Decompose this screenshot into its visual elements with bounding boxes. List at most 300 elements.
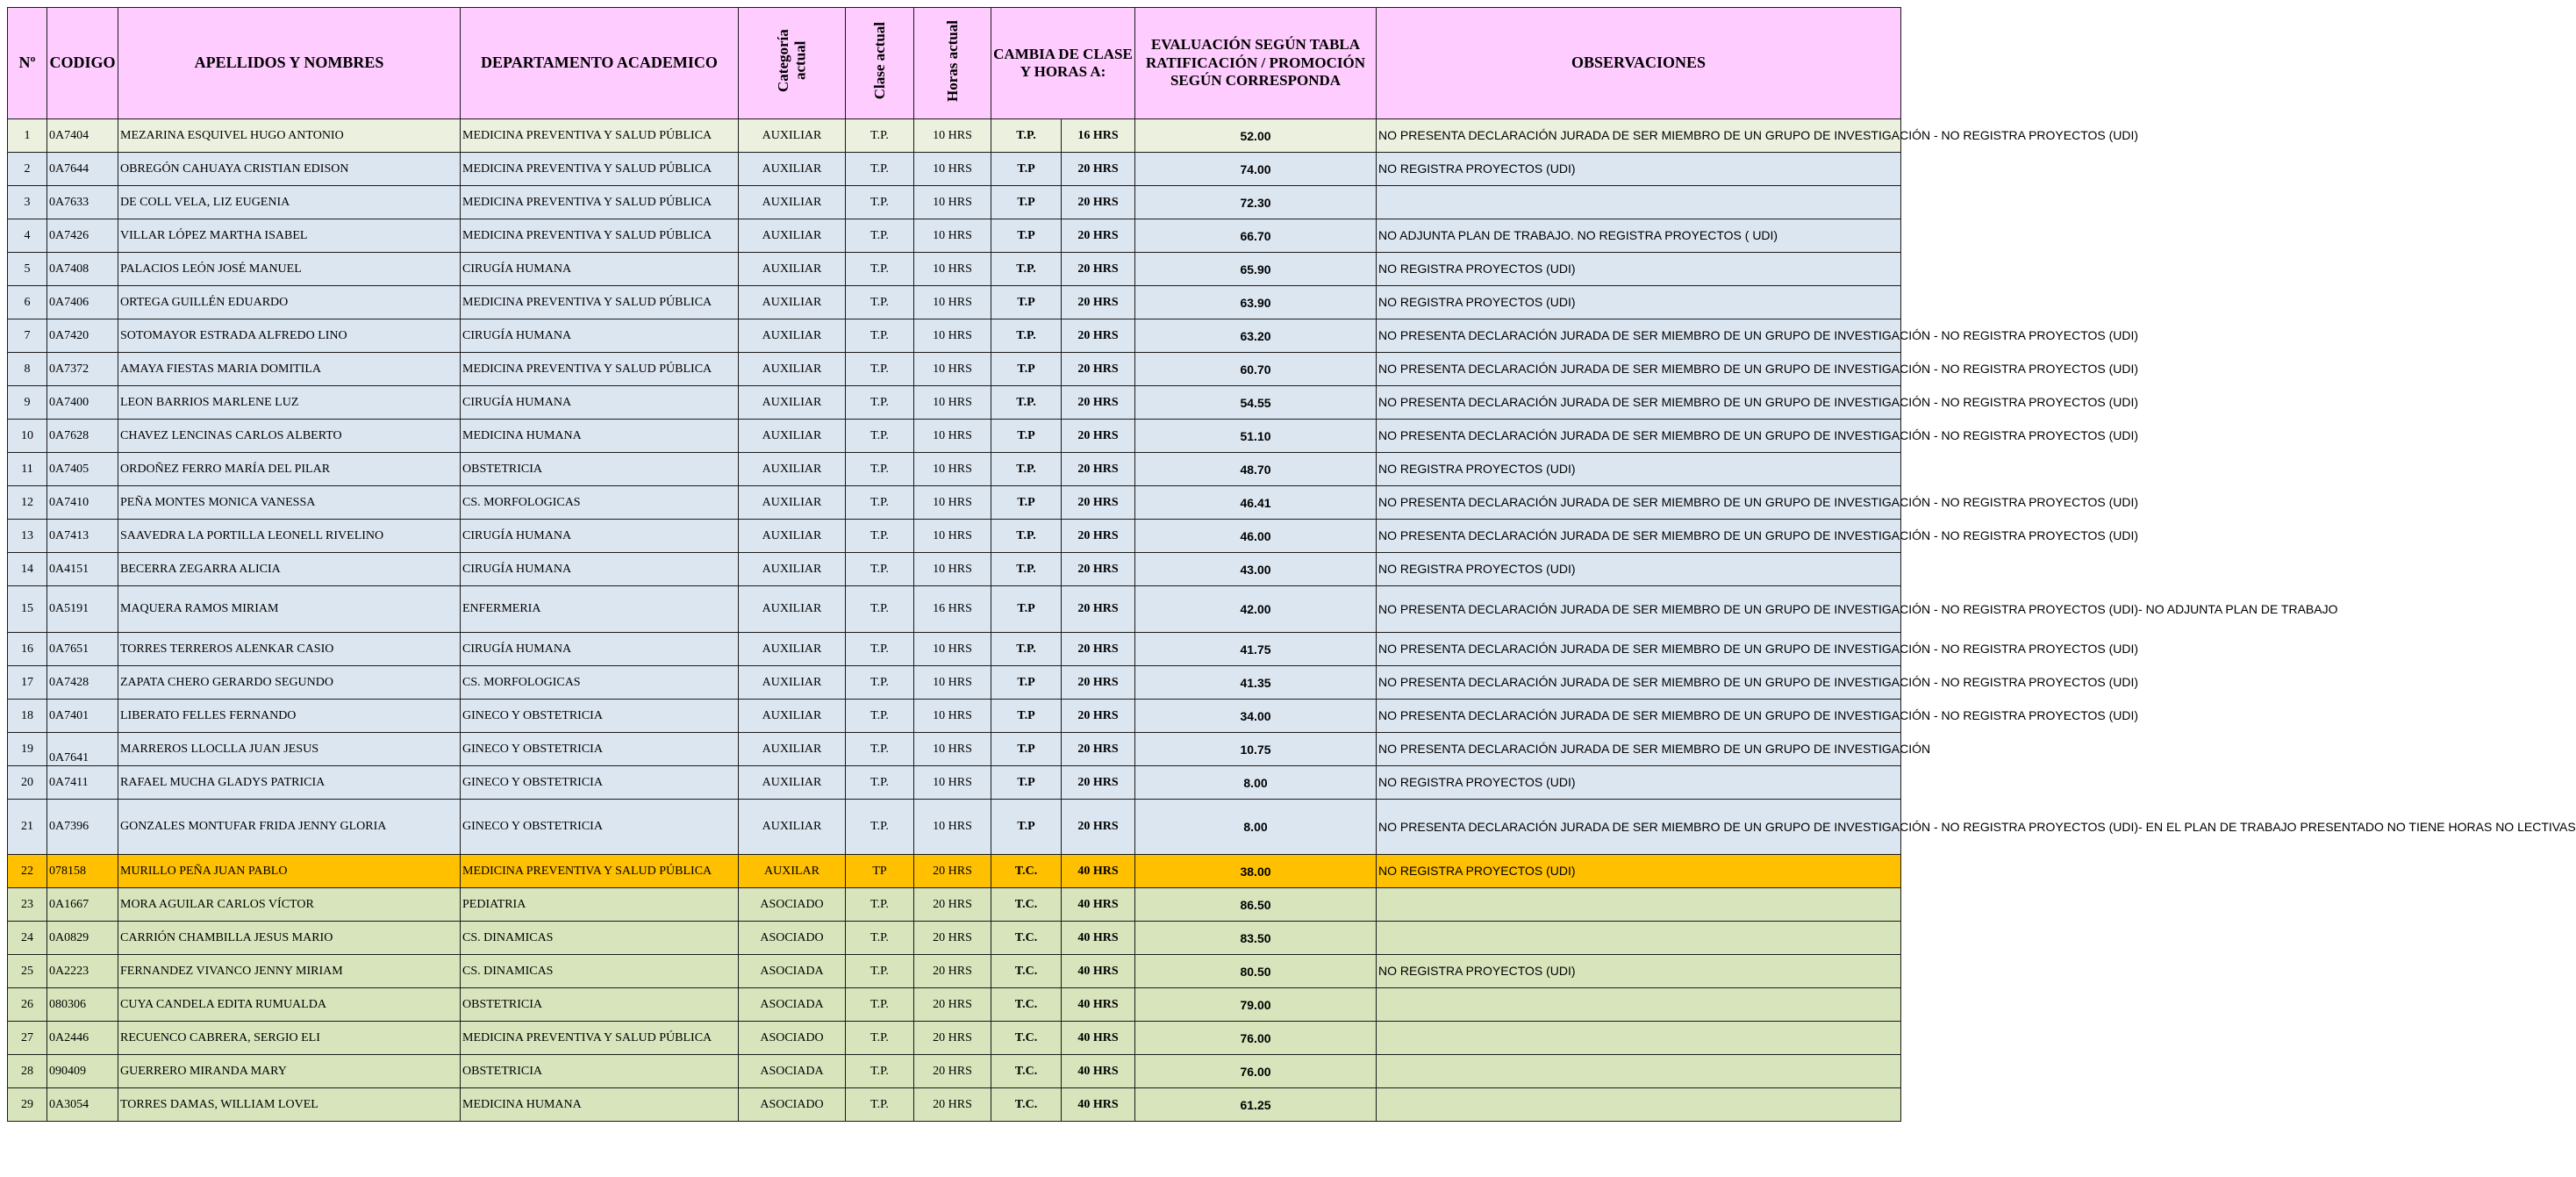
cell-nombres: GUERRERO MIRANDA MARY bbox=[118, 1055, 461, 1088]
cell-categoria: AUXILIAR bbox=[739, 119, 846, 153]
table-row bbox=[8, 733, 1901, 766]
cell-nueva-clase: T.P bbox=[991, 286, 1062, 319]
cell-departamento: CIRUGÍA HUMANA bbox=[461, 553, 739, 586]
cell-nuevas-horas: 20 HRS bbox=[1062, 353, 1135, 386]
table-row bbox=[8, 800, 1901, 855]
cell-nuevas-horas: 20 HRS bbox=[1062, 766, 1135, 800]
cell-horas: 10 HRS bbox=[914, 700, 991, 733]
cell-nombres: OBREGÓN CAHUAYA CRISTIAN EDISON bbox=[118, 153, 461, 186]
cell-departamento: CS. DINAMICAS bbox=[461, 922, 739, 955]
cell-nombres: MEZARINA ESQUIVEL HUGO ANTONIO bbox=[118, 119, 461, 153]
header-horas-label: Horas actual bbox=[943, 19, 961, 102]
cell-nombres: TORRES DAMAS, WILLIAM LOVEL bbox=[118, 1088, 461, 1122]
cell-observaciones: NO PRESENTA DECLARACIÓN JURADA DE SER MIEMBRO DE UN GRUPO DE INVESTIGACIÓN - NO REGISTRA PROYECTOS (UDI) bbox=[1377, 520, 1901, 553]
cell-departamento: OBSTETRICIA bbox=[461, 453, 739, 486]
cell-departamento: PEDIATRIA bbox=[461, 888, 739, 922]
cell-evaluacion: 86.50 bbox=[1135, 888, 1377, 922]
cell-observaciones: NO ADJUNTA PLAN DE TRABAJO. NO REGISTRA PROYECTOS ( UDI) bbox=[1377, 219, 1901, 253]
cell-nuevas-horas: 20 HRS bbox=[1062, 319, 1135, 353]
cell-nuevas-horas: 40 HRS bbox=[1062, 855, 1135, 888]
table-row bbox=[8, 119, 1901, 153]
cell-codigo: 0A7420 bbox=[47, 319, 118, 353]
cell-nombres: MORA AGUILAR CARLOS VÍCTOR bbox=[118, 888, 461, 922]
cell-n: 9 bbox=[8, 386, 47, 420]
cell-nombres: MURILLO PEÑA JUAN PABLO bbox=[118, 855, 461, 888]
cell-categoria: AUXILIAR bbox=[739, 386, 846, 420]
cell-evaluacion: 41.75 bbox=[1135, 633, 1377, 666]
table-row bbox=[8, 666, 1901, 700]
cell-n: 16 bbox=[8, 633, 47, 666]
table-row bbox=[8, 420, 1901, 453]
table-row bbox=[8, 520, 1901, 553]
cell-clase: T.P. bbox=[846, 453, 914, 486]
header-clase bbox=[846, 8, 914, 119]
cell-evaluacion: 41.35 bbox=[1135, 666, 1377, 700]
cell-evaluacion: 83.50 bbox=[1135, 922, 1377, 955]
cell-nuevas-horas: 20 HRS bbox=[1062, 666, 1135, 700]
cell-clase: T.P. bbox=[846, 253, 914, 286]
table-row bbox=[8, 353, 1901, 386]
cell-observaciones: NO PRESENTA DECLARACIÓN JURADA DE SER MIEMBRO DE UN GRUPO DE INVESTIGACIÓN - NO REGISTRA PROYECTOS (UDI)- NO ADJUNTA PLAN DE TRABAJO bbox=[1377, 586, 1901, 633]
table-row bbox=[8, 988, 1901, 1022]
cell-clase: T.P. bbox=[846, 286, 914, 319]
cell-clase: T.P. bbox=[846, 988, 914, 1022]
cell-categoria: AUXILIAR bbox=[739, 219, 846, 253]
cell-departamento: MEDICINA PREVENTIVA Y SALUD PÚBLICA bbox=[461, 353, 739, 386]
cell-observaciones: NO PRESENTA DECLARACIÓN JURADA DE SER MIEMBRO DE UN GRUPO DE INVESTIGACIÓN - NO REGISTRA PROYECTOS (UDI) bbox=[1377, 319, 1901, 353]
cell-n: 21 bbox=[8, 800, 47, 855]
cell-observaciones bbox=[1377, 1055, 1901, 1088]
cell-categoria: AUXILIAR bbox=[739, 153, 846, 186]
cell-categoria: AUXILIAR bbox=[739, 186, 846, 219]
cell-categoria: AUXILIAR bbox=[739, 800, 846, 855]
cell-nuevas-horas: 20 HRS bbox=[1062, 486, 1135, 520]
cell-nueva-clase: T.P bbox=[991, 186, 1062, 219]
cell-evaluacion: 46.41 bbox=[1135, 486, 1377, 520]
cell-nuevas-horas: 20 HRS bbox=[1062, 219, 1135, 253]
cell-evaluacion: 8.00 bbox=[1135, 766, 1377, 800]
cell-codigo: 0A7411 bbox=[47, 766, 118, 800]
cell-departamento: CIRUGÍA HUMANA bbox=[461, 253, 739, 286]
cell-evaluacion: 74.00 bbox=[1135, 153, 1377, 186]
cell-clase: T.P. bbox=[846, 386, 914, 420]
cell-evaluacion: 38.00 bbox=[1135, 855, 1377, 888]
cell-evaluacion: 10.75 bbox=[1135, 733, 1377, 766]
table-row bbox=[8, 766, 1901, 800]
cell-evaluacion: 72.30 bbox=[1135, 186, 1377, 219]
cell-n: 24 bbox=[8, 922, 47, 955]
cell-nuevas-horas: 20 HRS bbox=[1062, 186, 1135, 219]
cell-observaciones: NO PRESENTA DECLARACIÓN JURADA DE SER MIEMBRO DE UN GRUPO DE INVESTIGACIÓN - NO REGISTRA PROYECTOS (UDI) bbox=[1377, 119, 1901, 153]
cell-codigo: 0A7400 bbox=[47, 386, 118, 420]
evaluation-table bbox=[7, 7, 2576, 1122]
cell-clase: T.P. bbox=[846, 553, 914, 586]
cell-n: 3 bbox=[8, 186, 47, 219]
cell-observaciones: NO PRESENTA DECLARACIÓN JURADA DE SER MIEMBRO DE UN GRUPO DE INVESTIGACIÓN - NO REGISTRA PROYECTOS (UDI) bbox=[1377, 353, 1901, 386]
cell-nombres: VILLAR LÓPEZ MARTHA ISABEL bbox=[118, 219, 461, 253]
cell-clase: T.P. bbox=[846, 586, 914, 633]
cell-nombres: CARRIÓN CHAMBILLA JESUS MARIO bbox=[118, 922, 461, 955]
cell-codigo: 0A7644 bbox=[47, 153, 118, 186]
cell-clase: T.P. bbox=[846, 766, 914, 800]
cell-nuevas-horas: 20 HRS bbox=[1062, 586, 1135, 633]
table-row bbox=[8, 1055, 1901, 1088]
cell-nueva-clase: T.P bbox=[991, 766, 1062, 800]
cell-nuevas-horas: 40 HRS bbox=[1062, 888, 1135, 922]
table-row bbox=[8, 186, 1901, 219]
cell-categoria: ASOCIADA bbox=[739, 955, 846, 988]
cell-n: 28 bbox=[8, 1055, 47, 1088]
cell-departamento: MEDICINA PREVENTIVA Y SALUD PÚBLICA bbox=[461, 286, 739, 319]
cell-departamento: CS. MORFOLOGICAS bbox=[461, 486, 739, 520]
cell-nueva-clase: T.C. bbox=[991, 1022, 1062, 1055]
cell-n: 11 bbox=[8, 453, 47, 486]
header-row bbox=[8, 8, 1901, 119]
cell-nuevas-horas: 20 HRS bbox=[1062, 453, 1135, 486]
cell-nueva-clase: T.P bbox=[991, 586, 1062, 633]
cell-observaciones: NO REGISTRA PROYECTOS (UDI) bbox=[1377, 453, 1901, 486]
cell-n: 15 bbox=[8, 586, 47, 633]
cell-nuevas-horas: 20 HRS bbox=[1062, 286, 1135, 319]
cell-nueva-clase: T.P. bbox=[991, 319, 1062, 353]
cell-horas: 20 HRS bbox=[914, 922, 991, 955]
cell-nuevas-horas: 20 HRS bbox=[1062, 800, 1135, 855]
cell-nueva-clase: T.P bbox=[991, 666, 1062, 700]
cell-categoria: AUXILIAR bbox=[739, 353, 846, 386]
cell-categoria: AUXILIAR bbox=[739, 319, 846, 353]
cell-nombres: LEON BARRIOS MARLENE LUZ bbox=[118, 386, 461, 420]
cell-horas: 10 HRS bbox=[914, 219, 991, 253]
cell-categoria: ASOCIADO bbox=[739, 1022, 846, 1055]
cell-codigo: 0A7413 bbox=[47, 520, 118, 553]
header-codigo: CODIGO bbox=[47, 8, 118, 119]
cell-nuevas-horas: 40 HRS bbox=[1062, 1088, 1135, 1122]
cell-departamento: CS. MORFOLOGICAS bbox=[461, 666, 739, 700]
cell-evaluacion: 51.10 bbox=[1135, 420, 1377, 453]
cell-nombres: BECERRA ZEGARRA ALICIA bbox=[118, 553, 461, 586]
cell-nuevas-horas: 20 HRS bbox=[1062, 253, 1135, 286]
cell-nombres: ZAPATA CHERO GERARDO SEGUNDO bbox=[118, 666, 461, 700]
cell-departamento: GINECO Y OBSTETRICIA bbox=[461, 800, 739, 855]
cell-nueva-clase: T.P bbox=[991, 733, 1062, 766]
cell-evaluacion: 79.00 bbox=[1135, 988, 1377, 1022]
cell-nombres: SAAVEDRA LA PORTILLA LEONELL RIVELINO bbox=[118, 520, 461, 553]
cell-nueva-clase: T.P. bbox=[991, 253, 1062, 286]
cell-horas: 10 HRS bbox=[914, 486, 991, 520]
table-row bbox=[8, 153, 1901, 186]
cell-nueva-clase: T.P. bbox=[991, 386, 1062, 420]
cell-categoria: ASOCIADO bbox=[739, 1088, 846, 1122]
table-row bbox=[8, 1088, 1901, 1122]
cell-horas: 10 HRS bbox=[914, 800, 991, 855]
cell-clase: T.P. bbox=[846, 319, 914, 353]
cell-evaluacion: 66.70 bbox=[1135, 219, 1377, 253]
cell-departamento: CS. DINAMICAS bbox=[461, 955, 739, 988]
cell-nuevas-horas: 20 HRS bbox=[1062, 386, 1135, 420]
cell-horas: 10 HRS bbox=[914, 119, 991, 153]
cell-observaciones: NO PRESENTA DECLARACIÓN JURADA DE SER MIEMBRO DE UN GRUPO DE INVESTIGACIÓN - NO REGISTRA PROYECTOS (UDI) bbox=[1377, 486, 1901, 520]
cell-horas: 20 HRS bbox=[914, 855, 991, 888]
cell-horas: 10 HRS bbox=[914, 520, 991, 553]
cell-n: 19 bbox=[8, 733, 47, 766]
cell-departamento: CIRUGÍA HUMANA bbox=[461, 633, 739, 666]
cell-nueva-clase: T.P. bbox=[991, 520, 1062, 553]
cell-observaciones bbox=[1377, 888, 1901, 922]
cell-clase: TP bbox=[846, 855, 914, 888]
table-row bbox=[8, 855, 1901, 888]
cell-horas: 20 HRS bbox=[914, 988, 991, 1022]
cell-categoria: AUXILIAR bbox=[739, 553, 846, 586]
cell-horas: 10 HRS bbox=[914, 286, 991, 319]
cell-nueva-clase: T.P bbox=[991, 353, 1062, 386]
cell-n: 25 bbox=[8, 955, 47, 988]
table-row bbox=[8, 486, 1901, 520]
cell-n: 17 bbox=[8, 666, 47, 700]
cell-nombres: CUYA CANDELA EDITA RUMUALDA bbox=[118, 988, 461, 1022]
cell-codigo: 0A3054 bbox=[47, 1088, 118, 1122]
cell-categoria: ASOCIADO bbox=[739, 922, 846, 955]
cell-departamento: OBSTETRICIA bbox=[461, 988, 739, 1022]
cell-nuevas-horas: 16 HRS bbox=[1062, 119, 1135, 153]
table-row bbox=[8, 386, 1901, 420]
cell-observaciones: NO PRESENTA DECLARACIÓN JURADA DE SER MIEMBRO DE UN GRUPO DE INVESTIGACIÓN bbox=[1377, 733, 1901, 766]
cell-codigo: 0A4151 bbox=[47, 553, 118, 586]
cell-categoria: AUXILIAR bbox=[739, 666, 846, 700]
cell-clase: T.P. bbox=[846, 1055, 914, 1088]
cell-nueva-clase: T.C. bbox=[991, 955, 1062, 988]
cell-nombres: SOTOMAYOR ESTRADA ALFREDO LINO bbox=[118, 319, 461, 353]
cell-evaluacion: 34.00 bbox=[1135, 700, 1377, 733]
cell-horas: 10 HRS bbox=[914, 733, 991, 766]
cell-nueva-clase: T.C. bbox=[991, 922, 1062, 955]
cell-codigo: 0A7426 bbox=[47, 219, 118, 253]
cell-clase: T.P. bbox=[846, 922, 914, 955]
cell-categoria: AUXILAR bbox=[739, 855, 846, 888]
header-observaciones: OBSERVACIONES bbox=[1377, 8, 1901, 119]
cell-observaciones: NO PRESENTA DECLARACIÓN JURADA DE SER MIEMBRO DE UN GRUPO DE INVESTIGACIÓN - NO REGISTRA PROYECTOS (UDI) bbox=[1377, 666, 1901, 700]
cell-observaciones: NO REGISTRA PROYECTOS (UDI) bbox=[1377, 766, 1901, 800]
table-row bbox=[8, 888, 1901, 922]
cell-horas: 10 HRS bbox=[914, 420, 991, 453]
cell-codigo: 0A7396 bbox=[47, 800, 118, 855]
cell-observaciones bbox=[1377, 1022, 1901, 1055]
cell-codigo: 0A7372 bbox=[47, 353, 118, 386]
cell-observaciones bbox=[1377, 186, 1901, 219]
cell-nombres: TORRES TERREROS ALENKAR CASIO bbox=[118, 633, 461, 666]
cell-codigo: 0A5191 bbox=[47, 586, 118, 633]
cell-codigo: 0A7408 bbox=[47, 253, 118, 286]
cell-nuevas-horas: 20 HRS bbox=[1062, 420, 1135, 453]
cell-nombres: MAQUERA RAMOS MIRIAM bbox=[118, 586, 461, 633]
cell-nombres: RAFAEL MUCHA GLADYS PATRICIA bbox=[118, 766, 461, 800]
cell-nuevas-horas: 20 HRS bbox=[1062, 153, 1135, 186]
header-categoria bbox=[739, 8, 846, 119]
cell-evaluacion: 65.90 bbox=[1135, 253, 1377, 286]
cell-nombres: AMAYA FIESTAS MARIA DOMITILA bbox=[118, 353, 461, 386]
cell-clase: T.P. bbox=[846, 153, 914, 186]
cell-nueva-clase: T.P. bbox=[991, 553, 1062, 586]
cell-nombres: ORTEGA GUILLÉN EDUARDO bbox=[118, 286, 461, 319]
cell-nombres: GONZALES MONTUFAR FRIDA JENNY GLORIA bbox=[118, 800, 461, 855]
cell-horas: 10 HRS bbox=[914, 253, 991, 286]
cell-nuevas-horas: 20 HRS bbox=[1062, 553, 1135, 586]
cell-horas: 10 HRS bbox=[914, 633, 991, 666]
table-row bbox=[8, 453, 1901, 486]
cell-horas: 20 HRS bbox=[914, 888, 991, 922]
cell-n: 4 bbox=[8, 219, 47, 253]
cell-n: 8 bbox=[8, 353, 47, 386]
cell-observaciones: NO PRESENTA DECLARACIÓN JURADA DE SER MIEMBRO DE UN GRUPO DE INVESTIGACIÓN - NO REGISTRA PROYECTOS (UDI)- EN EL PLAN DE TRABAJO PRESENTADO NO TIENE HORAS NO LECTIVAS bbox=[1377, 800, 1901, 855]
cell-codigo: 0A7401 bbox=[47, 700, 118, 733]
cell-horas: 10 HRS bbox=[914, 153, 991, 186]
cell-nombres: DE COLL VELA, LIZ EUGENIA bbox=[118, 186, 461, 219]
cell-departamento: MEDICINA PREVENTIVA Y SALUD PÚBLICA bbox=[461, 855, 739, 888]
cell-observaciones: NO REGISTRA PROYECTOS (UDI) bbox=[1377, 286, 1901, 319]
cell-categoria: AUXILIAR bbox=[739, 733, 846, 766]
cell-clase: T.P. bbox=[846, 733, 914, 766]
cell-clase: T.P. bbox=[846, 700, 914, 733]
cell-horas: 10 HRS bbox=[914, 553, 991, 586]
cell-departamento: CIRUGÍA HUMANA bbox=[461, 319, 739, 353]
cell-codigo: 0A2223 bbox=[47, 955, 118, 988]
cell-observaciones: NO REGISTRA PROYECTOS (UDI) bbox=[1377, 955, 1901, 988]
cell-nuevas-horas: 40 HRS bbox=[1062, 955, 1135, 988]
cell-horas: 10 HRS bbox=[914, 386, 991, 420]
cell-n: 7 bbox=[8, 319, 47, 353]
cell-n: 23 bbox=[8, 888, 47, 922]
header-departamento: DEPARTAMENTO ACADEMICO bbox=[461, 8, 739, 119]
cell-clase: T.P. bbox=[846, 219, 914, 253]
cell-observaciones: NO REGISTRA PROYECTOS (UDI) bbox=[1377, 553, 1901, 586]
cell-evaluacion: 8.00 bbox=[1135, 800, 1377, 855]
table-row bbox=[8, 319, 1901, 353]
cell-categoria: AUXILIAR bbox=[739, 286, 846, 319]
cell-nueva-clase: T.C. bbox=[991, 888, 1062, 922]
table-row bbox=[8, 922, 1901, 955]
cell-departamento: MEDICINA HUMANA bbox=[461, 1088, 739, 1122]
cell-horas: 10 HRS bbox=[914, 453, 991, 486]
cell-codigo: 0A1667 bbox=[47, 888, 118, 922]
cell-n: 10 bbox=[8, 420, 47, 453]
cell-clase: T.P. bbox=[846, 955, 914, 988]
cell-nuevas-horas: 20 HRS bbox=[1062, 733, 1135, 766]
cell-horas: 10 HRS bbox=[914, 186, 991, 219]
cell-departamento: MEDICINA PREVENTIVA Y SALUD PÚBLICA bbox=[461, 119, 739, 153]
cell-codigo: 0A7628 bbox=[47, 420, 118, 453]
cell-nuevas-horas: 20 HRS bbox=[1062, 633, 1135, 666]
cell-observaciones: NO PRESENTA DECLARACIÓN JURADA DE SER MIEMBRO DE UN GRUPO DE INVESTIGACIÓN - NO REGISTRA PROYECTOS (UDI) bbox=[1377, 633, 1901, 666]
cell-departamento: OBSTETRICIA bbox=[461, 1055, 739, 1088]
cell-nombres: LIBERATO FELLES FERNANDO bbox=[118, 700, 461, 733]
cell-n: 27 bbox=[8, 1022, 47, 1055]
cell-nueva-clase: T.P bbox=[991, 219, 1062, 253]
cell-n: 1 bbox=[8, 119, 47, 153]
cell-clase: T.P. bbox=[846, 186, 914, 219]
cell-nueva-clase: T.P bbox=[991, 420, 1062, 453]
cell-n: 2 bbox=[8, 153, 47, 186]
header-nombres: APELLIDOS Y NOMBRES bbox=[118, 8, 461, 119]
cell-nombres: PALACIOS LEÓN JOSÉ MANUEL bbox=[118, 253, 461, 286]
cell-horas: 20 HRS bbox=[914, 1022, 991, 1055]
cell-departamento: MEDICINA PREVENTIVA Y SALUD PÚBLICA bbox=[461, 153, 739, 186]
cell-categoria: ASOCIADO bbox=[739, 888, 846, 922]
cell-clase: T.P. bbox=[846, 1022, 914, 1055]
cell-clase: T.P. bbox=[846, 633, 914, 666]
cell-nombres: CHAVEZ LENCINAS CARLOS ALBERTO bbox=[118, 420, 461, 453]
header-n: Nº bbox=[8, 8, 47, 119]
cell-n: 14 bbox=[8, 553, 47, 586]
cell-codigo: 0A7633 bbox=[47, 186, 118, 219]
cell-evaluacion: 61.25 bbox=[1135, 1088, 1377, 1122]
cell-categoria: AUXILIAR bbox=[739, 486, 846, 520]
cell-nombres: MARREROS LLOCLLA JUAN JESUS bbox=[118, 733, 461, 766]
table-row bbox=[8, 586, 1901, 633]
cell-horas: 10 HRS bbox=[914, 666, 991, 700]
cell-nombres: FERNANDEZ VIVANCO JENNY MIRIAM bbox=[118, 955, 461, 988]
cell-categoria: ASOCIADA bbox=[739, 1055, 846, 1088]
cell-nueva-clase: T.C. bbox=[991, 988, 1062, 1022]
cell-codigo: 0A7404 bbox=[47, 119, 118, 153]
cell-categoria: AUXILIAR bbox=[739, 453, 846, 486]
cell-nueva-clase: T.P bbox=[991, 700, 1062, 733]
cell-observaciones: NO REGISTRA PROYECTOS (UDI) bbox=[1377, 253, 1901, 286]
cell-evaluacion: 48.70 bbox=[1135, 453, 1377, 486]
cell-departamento: GINECO Y OBSTETRICIA bbox=[461, 766, 739, 800]
cell-horas: 10 HRS bbox=[914, 319, 991, 353]
cell-clase: T.P. bbox=[846, 520, 914, 553]
table-row bbox=[8, 700, 1901, 733]
cell-categoria: AUXILIAR bbox=[739, 520, 846, 553]
cell-nuevas-horas: 40 HRS bbox=[1062, 922, 1135, 955]
cell-nombres: ORDOÑEZ FERRO MARÍA DEL PILAR bbox=[118, 453, 461, 486]
cell-evaluacion: 54.55 bbox=[1135, 386, 1377, 420]
cell-observaciones: NO REGISTRA PROYECTOS (UDI) bbox=[1377, 855, 1901, 888]
cell-n: 5 bbox=[8, 253, 47, 286]
cell-nueva-clase: T.P. bbox=[991, 453, 1062, 486]
header-categoria-label: Categoría actual bbox=[774, 29, 809, 93]
cell-categoria: AUXILIAR bbox=[739, 420, 846, 453]
cell-clase: T.P. bbox=[846, 1088, 914, 1122]
cell-horas: 10 HRS bbox=[914, 353, 991, 386]
table-row bbox=[8, 219, 1901, 253]
cell-departamento: CIRUGÍA HUMANA bbox=[461, 386, 739, 420]
cell-nuevas-horas: 40 HRS bbox=[1062, 1022, 1135, 1055]
cell-departamento: GINECO Y OBSTETRICIA bbox=[461, 733, 739, 766]
cell-horas: 10 HRS bbox=[914, 766, 991, 800]
cell-nueva-clase: T.P bbox=[991, 486, 1062, 520]
cell-observaciones bbox=[1377, 1088, 1901, 1122]
cell-departamento: MEDICINA HUMANA bbox=[461, 420, 739, 453]
cell-categoria: AUXILIAR bbox=[739, 633, 846, 666]
cell-codigo: 0A7410 bbox=[47, 486, 118, 520]
cell-nombres: RECUENCO CABRERA, SERGIO ELI bbox=[118, 1022, 461, 1055]
table-row bbox=[8, 1022, 1901, 1055]
cell-codigo: 0A7641 bbox=[47, 733, 118, 766]
cell-n: 29 bbox=[8, 1088, 47, 1122]
header-evaluacion: EVALUACIÓN SEGÚN TABLA RATIFICACIÓN / PROMOCIÓN SEGÚN CORRESPONDA bbox=[1135, 8, 1377, 119]
cell-clase: T.P. bbox=[846, 353, 914, 386]
cell-categoria: AUXILIAR bbox=[739, 700, 846, 733]
cell-nueva-clase: T.C. bbox=[991, 1088, 1062, 1122]
cell-evaluacion: 43.00 bbox=[1135, 553, 1377, 586]
cell-categoria: AUXILIAR bbox=[739, 766, 846, 800]
cell-nuevas-horas: 20 HRS bbox=[1062, 700, 1135, 733]
table-row bbox=[8, 955, 1901, 988]
cell-categoria: ASOCIADA bbox=[739, 988, 846, 1022]
cell-observaciones: NO PRESENTA DECLARACIÓN JURADA DE SER MIEMBRO DE UN GRUPO DE INVESTIGACIÓN - NO REGISTRA PROYECTOS (UDI) bbox=[1377, 700, 1901, 733]
cell-n: 20 bbox=[8, 766, 47, 800]
cell-nuevas-horas: 20 HRS bbox=[1062, 520, 1135, 553]
